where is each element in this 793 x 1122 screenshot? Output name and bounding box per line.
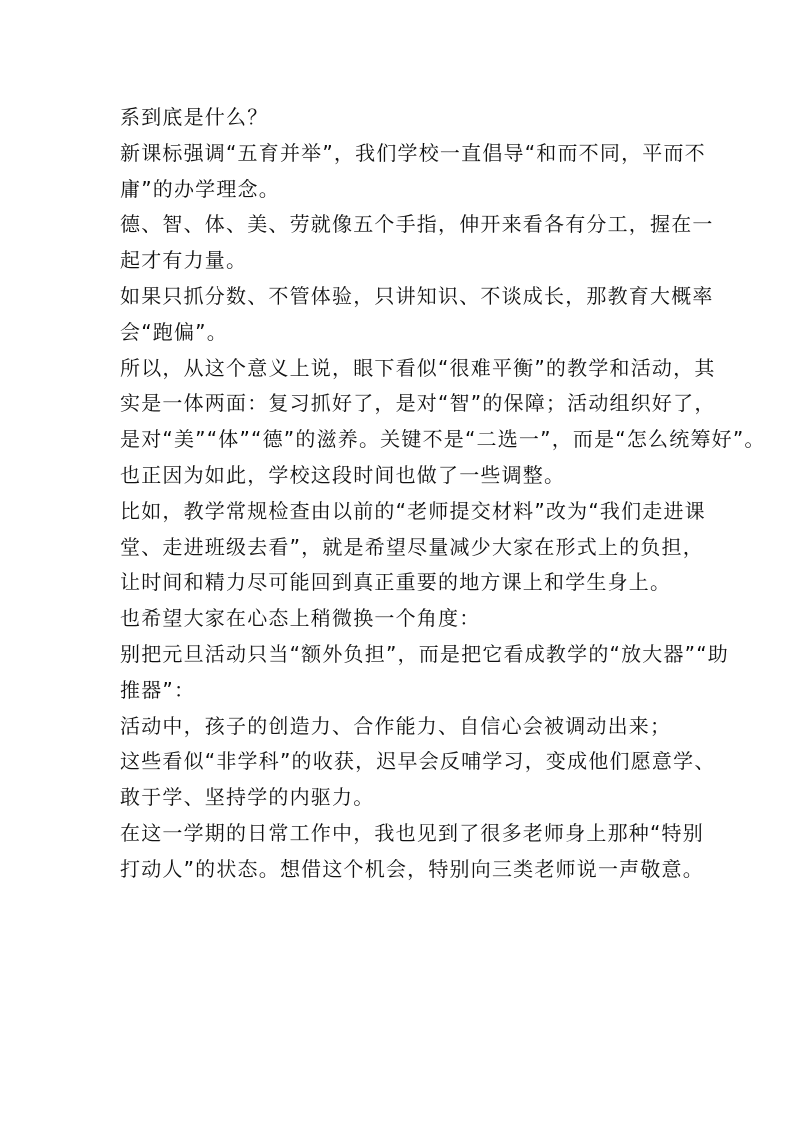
- text-line: 系到底是什么？: [120, 105, 269, 129]
- text-line: 活动中，孩子的创造力、合作能力、自信心会被调动出来；: [120, 713, 672, 738]
- text-line: 打动人”的状态。想借这个机会，特别向三类老师说一声敬意。: [120, 856, 704, 881]
- text-line: 让时间和精力尽可能回到真正重要的地方课上和学生身上。: [120, 570, 672, 595]
- text-line: 在这一学期的日常工作中，我也见到了很多老师身上那种“特别: [120, 820, 704, 845]
- text-line: 所以，从这个意义上说，眼下看似“很难平衡”的教学和活动，其: [120, 355, 716, 380]
- text-line: 这些看似“非学科”的收获，迟早会反哺学习，变成他们愿意学、: [120, 749, 716, 774]
- text-line: 起才有力量。: [120, 248, 248, 273]
- text-line: 别把元旦活动只当“额外负担”，而是把它看成教学的“放大器”“助: [120, 641, 730, 666]
- text-line: 如果只抓分数、不管体验，只讲知识、不谈成长，那教育大概率: [120, 283, 714, 308]
- text-line: 比如，教学常规检查由以前的“老师提交材料”改为“我们走进课: [120, 498, 706, 523]
- text-line: 德、智、体、美、劳就像五个手指，伸开来看各有分工，握在一: [120, 212, 714, 237]
- text-line: 敢于学、坚持学的内驱力。: [120, 785, 375, 810]
- text-line: 是对“美”“体”“德”的滋养。关键不是“二选一”，而是“怎么统筹好”。: [120, 427, 766, 452]
- text-line: 实是一体两面：复习抓好了，是对“智”的保障；活动组织好了，: [120, 391, 716, 416]
- text-line: 新课标强调“五育并举”，我们学校一直倡导“和而不同，平而不: [120, 140, 706, 165]
- text-line: 推器”：: [120, 677, 196, 702]
- text-line: 会“跑偏”。: [120, 319, 228, 344]
- text-line: 庸”的办学理念。: [120, 176, 280, 201]
- text-line: 也正因为如此，学校这段时间也做了一些调整。: [120, 462, 566, 487]
- text-line: 堂、走进班级去看”，就是希望尽量减少大家在形式上的负担，: [120, 534, 704, 559]
- text-line: 也希望大家在心态上稍微换一个角度：: [120, 606, 481, 631]
- document-body: [120, 100, 766, 888]
